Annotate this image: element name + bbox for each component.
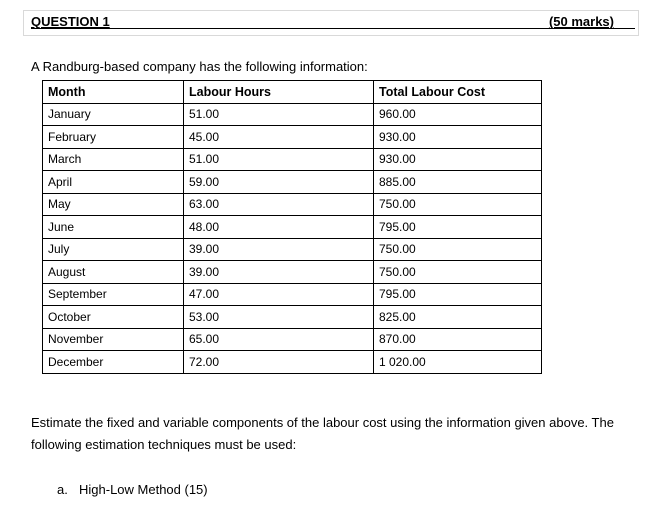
table-row xyxy=(43,126,542,149)
column-header-hours: Labour Hours xyxy=(184,81,374,104)
cell-month: March xyxy=(43,148,184,171)
cell-cost: 750.00 xyxy=(374,261,542,284)
cell-cost: 930.00 xyxy=(374,148,542,171)
cell-hours: 39.00 xyxy=(184,261,374,284)
table-row xyxy=(43,328,542,351)
table-row xyxy=(43,351,542,374)
cell-hours: 45.00 xyxy=(184,126,374,149)
question-header xyxy=(23,10,639,36)
header-rule xyxy=(31,28,635,29)
cell-hours: 53.00 xyxy=(184,306,374,329)
cell-month: February xyxy=(43,126,184,149)
cell-month: January xyxy=(43,103,184,126)
table-row xyxy=(43,193,542,216)
cell-hours: 47.00 xyxy=(184,283,374,306)
column-header-cost: Total Labour Cost xyxy=(374,81,542,104)
question-marks: (50 marks) xyxy=(548,14,614,29)
table-row xyxy=(43,148,542,171)
cell-hours: 65.00 xyxy=(184,328,374,351)
labour-table xyxy=(42,80,542,374)
cell-month: April xyxy=(43,171,184,194)
cell-month: May xyxy=(43,193,184,216)
cell-month: October xyxy=(43,306,184,329)
cell-cost: 795.00 xyxy=(374,283,542,306)
table-row xyxy=(43,283,542,306)
cell-cost: 870.00 xyxy=(374,328,542,351)
cell-hours: 39.00 xyxy=(184,238,374,261)
cell-hours: 48.00 xyxy=(184,216,374,239)
cell-cost: 930.00 xyxy=(374,126,542,149)
cell-hours: 72.00 xyxy=(184,351,374,374)
cell-month: December xyxy=(43,351,184,374)
cell-month: September xyxy=(43,283,184,306)
cell-cost: 960.00 xyxy=(374,103,542,126)
cell-hours: 51.00 xyxy=(184,103,374,126)
cell-month: July xyxy=(43,238,184,261)
cell-cost: 750.00 xyxy=(374,193,542,216)
table-row xyxy=(43,171,542,194)
cell-cost: 795.00 xyxy=(374,216,542,239)
intro-text: A Randburg-based company has the following information: xyxy=(31,59,368,74)
table-row xyxy=(43,261,542,284)
column-header-month: Month xyxy=(43,81,184,104)
cell-cost: 1 020.00 xyxy=(374,351,542,374)
list-item-text: High-Low Method (15) xyxy=(79,482,208,497)
table-row xyxy=(43,216,542,239)
table-row xyxy=(43,238,542,261)
list-item xyxy=(57,482,208,498)
cell-month: June xyxy=(43,216,184,239)
cell-hours: 59.00 xyxy=(184,171,374,194)
table-header-row xyxy=(43,81,542,104)
cell-month: November xyxy=(43,328,184,351)
cell-hours: 51.00 xyxy=(184,148,374,171)
instruction-text: Estimate the fixed and variable components of the labour cost using the information given above. The following estimation techniques must be used: xyxy=(31,415,614,452)
table-row xyxy=(43,103,542,126)
table-row xyxy=(43,306,542,329)
cell-hours: 63.00 xyxy=(184,193,374,216)
list-item-letter: a. xyxy=(57,482,68,497)
cell-month: August xyxy=(43,261,184,284)
cell-cost: 750.00 xyxy=(374,238,542,261)
cell-cost: 825.00 xyxy=(374,306,542,329)
cell-cost: 885.00 xyxy=(374,171,542,194)
question-title: QUESTION 1 xyxy=(31,14,110,29)
